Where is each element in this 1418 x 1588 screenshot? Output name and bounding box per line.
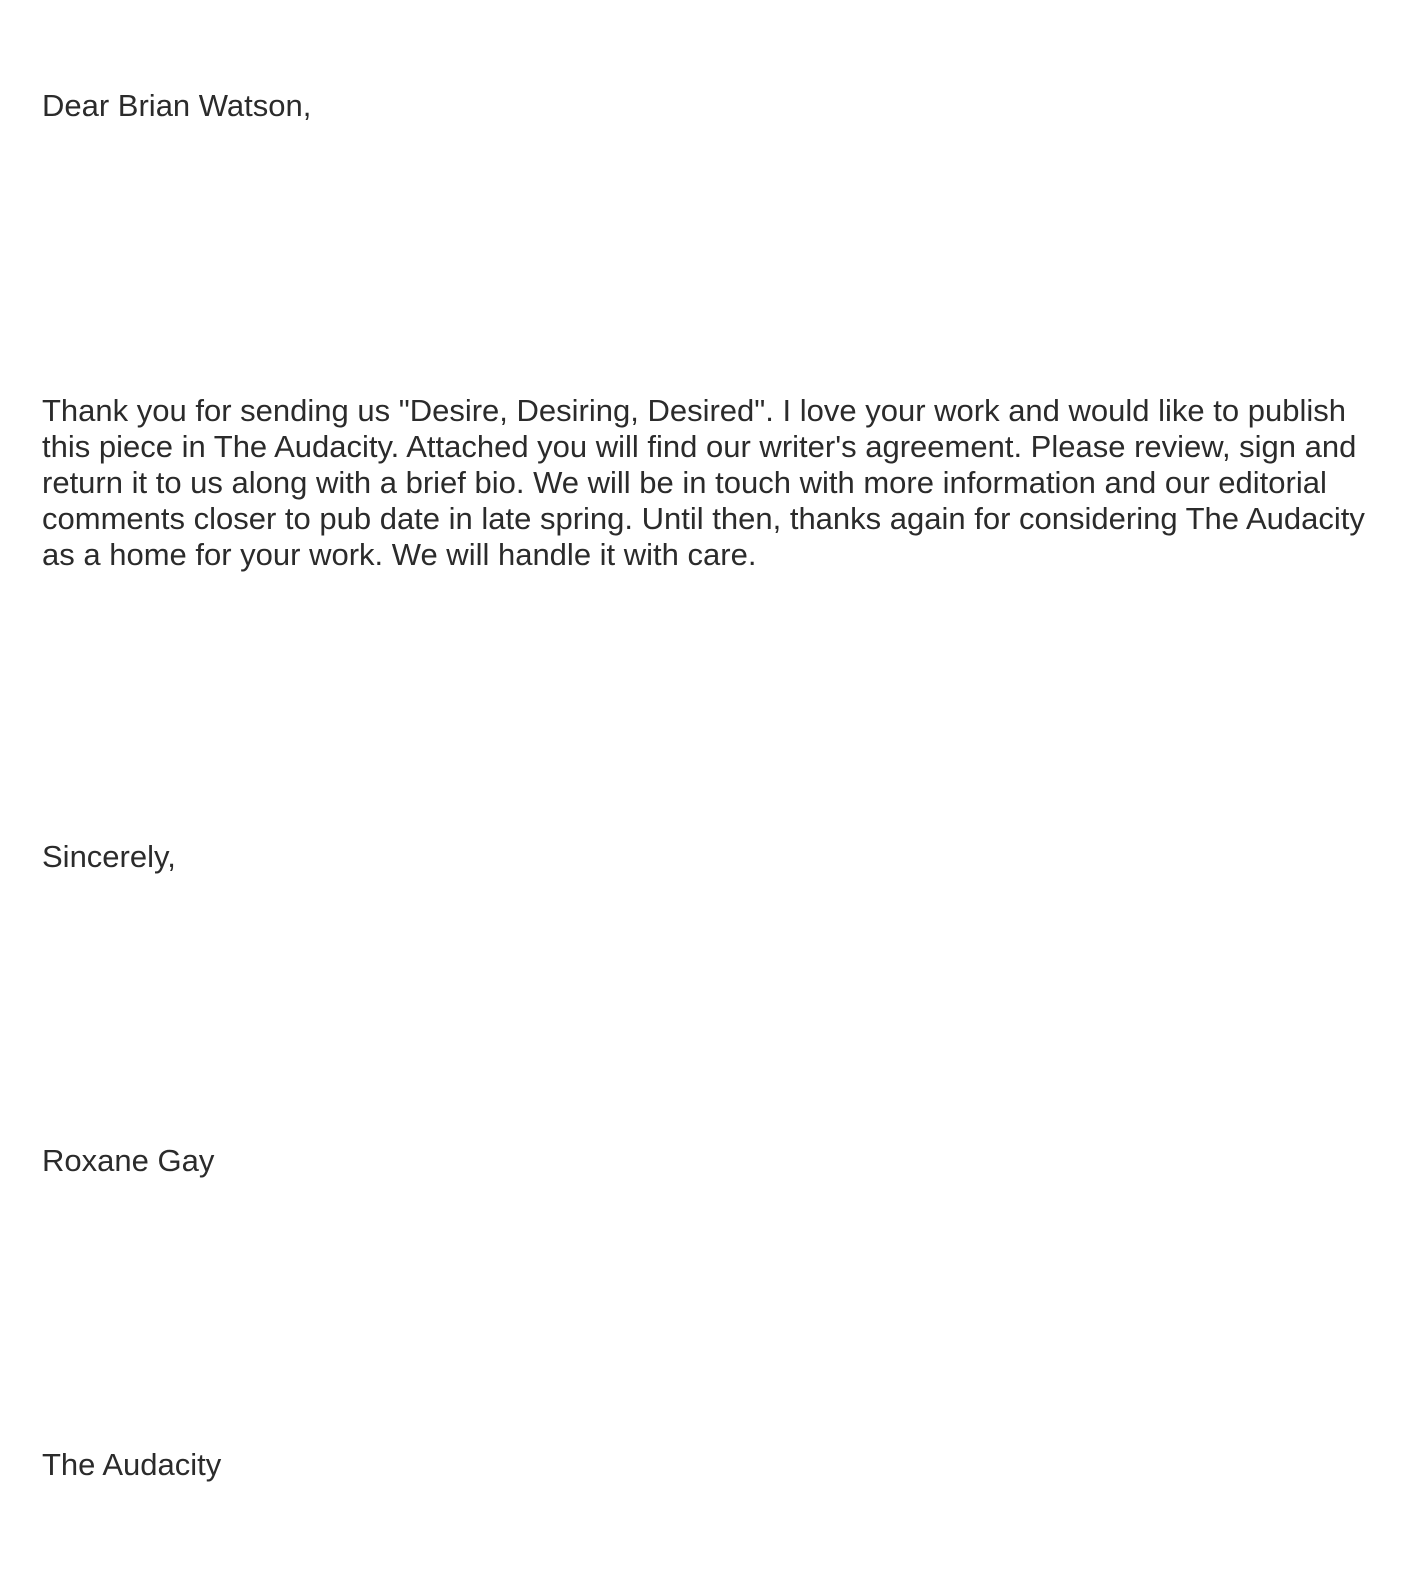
letter-body: Thank you for sending us "Desire, Desiring, Desired". I love your work and would like to publish this piece in The Audacity. Attached you will find our writer's agreement. Please review, sign and return it to us along with a brief bio. We will be in touch with more information and our editorial comments closer to pub date in late spring. Until then, thanks again for considering The Audacity as a home for your work. We will handle it with care. [42,393,1365,572]
sender-organization: The Audacity [42,1447,222,1482]
sender-name: Roxane Gay [42,1143,215,1178]
letter-greeting: Dear Brian Watson, [42,88,312,123]
letter-closing: Sincerely, [42,839,176,874]
letter [42,0,1392,1588]
